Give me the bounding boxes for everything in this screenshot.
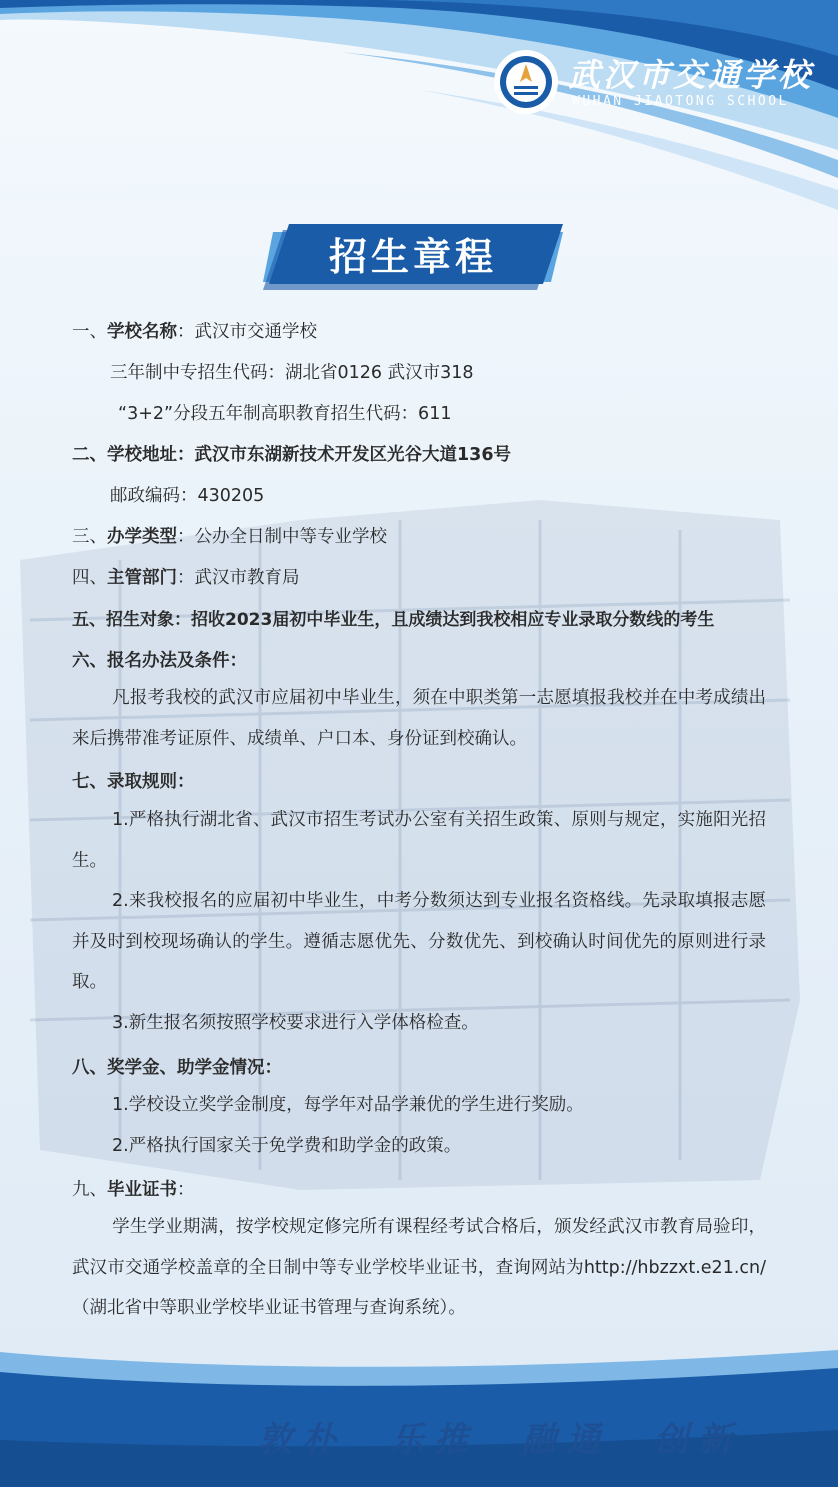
section-registration-heading: 六、报名办法及条件： [72, 651, 247, 671]
scholarship-item-1: 1.学校设立奖学金制度，每学年对品学兼优的学生进行奖励。 [112, 1095, 584, 1115]
motto-4: 创新 [654, 1420, 742, 1460]
section-scholarship-heading: 八、奖学金、助学金情况： [72, 1058, 282, 1078]
section-diploma-body: 学生学业期满，按学校规定修完所有课程经考试合格后，颁发经武汉市教育局验印，武汉市交通学校盖章的全日制中等专业学校毕业证书，查询网站为http://hbzzxt.e21.cn/（湖北省中等职业学校毕业证书管理与查询系统）。 [72, 1217, 766, 1318]
school-logo [492, 48, 560, 116]
section-authority: 四、主管部门：武汉市教育局 [72, 568, 300, 588]
section-school-type: 三、办学类型：公办全日制中等专业学校 [72, 527, 387, 547]
school-name-en: WUHAN JIAOTONG SCHOOL [572, 94, 789, 109]
admission-rule-1: 1.严格执行湖北省、武汉市招生考试办公室有关招生政策、原则与规定，实施阳光招生。 [72, 810, 766, 871]
admission-rule-2: 2.来我校报名的应届初中毕业生，中考分数须达到专业报名资格线。先录取填报志愿并及时到校现场确认的学生。遵循志愿优先、分数优先、到校确认时间优先的原则进行录取。 [72, 891, 766, 992]
scholarship-item-2: 2.严格执行国家关于免学费和助学金的政策。 [112, 1136, 462, 1156]
enrollment-code-5yr: “3+2”分段五年制高职教育招生代码：611 [118, 404, 452, 424]
section-admission-rules-heading: 七、录取规则： [72, 772, 195, 792]
school-name-cn: 武汉市交通学校 [568, 56, 814, 94]
section-school-name: 一、学校名称：武汉市交通学校 [72, 322, 317, 342]
motto-1: 敦朴 [258, 1420, 346, 1460]
admission-rule-3: 3.新生报名须按照学校要求进行入学体格检查。 [112, 1013, 479, 1033]
section-school-address: 二、学校地址：武汉市东湖新技术开发区光谷大道136号 [72, 445, 512, 465]
school-motto [258, 1412, 786, 1461]
enrollment-code-3yr: 三年制中专招生代码：湖北省0126 武汉市318 [110, 363, 474, 383]
section-diploma-heading: 九、毕业证书： [72, 1180, 195, 1200]
postal-code: 邮政编码：430205 [110, 486, 265, 506]
section-target-students: 五、招生对象：招收2023届初中毕业生，且成绩达到我校相应专业录取分数线的考生 [72, 610, 715, 630]
motto-2: 乐推 [390, 1420, 478, 1460]
section-registration-body: 凡报考我校的武汉市应届初中毕业生，须在中职类第一志愿填报我校并在中考成绩出来后携带准考证原件、成绩单、户口本、身份证到校确认。 [72, 688, 766, 749]
motto-3: 融通 [522, 1420, 610, 1460]
page-title: 招生章程 [328, 235, 497, 279]
